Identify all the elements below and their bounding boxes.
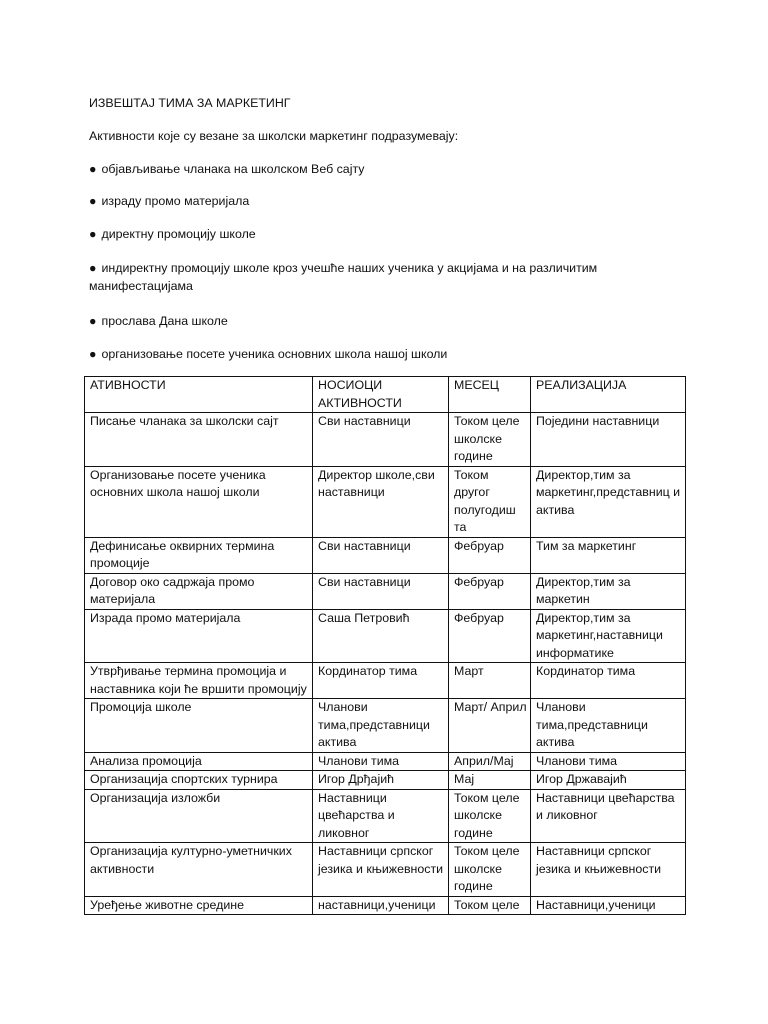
table-cell-carrier: Кординатор тима <box>313 663 449 699</box>
table-cell-activity: Промоција школе <box>85 699 313 753</box>
bullet-text: организовање посете ученика основних школа нашој школи <box>101 347 448 361</box>
table-cell-activity: Организација спортских турнира <box>85 771 313 790</box>
table-cell-activity: Израда промо материјала <box>85 609 313 663</box>
table-cell-realization: Игор Државајић <box>531 771 686 790</box>
table-cell-month: Март <box>449 663 531 699</box>
header-cell-month: МЕСЕЦ <box>449 377 531 413</box>
table-cell-carrier: Наставници српског језика и књижевности <box>313 843 449 897</box>
table-cell-carrier: Наставници цвећарства и ликовног <box>313 789 449 843</box>
bullet-icon: ● <box>89 227 97 241</box>
table-cell-carrier: Сви наставници <box>313 573 449 609</box>
table-row <box>85 663 686 699</box>
table-cell-realization: Директор,тим за маркетинг,представниц и актива <box>531 466 686 537</box>
table-cell-month: Током целе школске године <box>449 789 531 843</box>
bullet-text: прослава Дана школе <box>101 314 228 328</box>
table-cell-realization: Наставници српског језика и књижевности <box>531 843 686 897</box>
bullet-icon: ● <box>89 314 97 328</box>
bullet-item <box>89 225 689 243</box>
table-cell-realization: Поједини наставници <box>531 413 686 467</box>
table-row <box>85 699 686 753</box>
table-cell-month: Током целе школске године <box>449 413 531 467</box>
table-row <box>85 752 686 771</box>
bullet-icon: ● <box>89 194 97 208</box>
header-cell-activities: АТИВНОСТИ <box>85 377 313 413</box>
table-row <box>85 609 686 663</box>
table-row <box>85 537 686 573</box>
table-cell-carrier: Сви наставници <box>313 413 449 467</box>
table-row <box>85 466 686 537</box>
header-cell-realization: РЕАЛИЗАЦИЈА <box>531 377 686 413</box>
table-cell-activity: Организовање посете ученика основних школа нашој школи <box>85 466 313 537</box>
table-cell-realization: Тим за маркетинг <box>531 537 686 573</box>
bullet-item <box>89 192 689 210</box>
table-cell-month: Март/ Април <box>449 699 531 753</box>
table-cell-carrier: Саша Петровић <box>313 609 449 663</box>
table-cell-activity: Уређење животне средине <box>85 896 313 915</box>
bullet-icon: ● <box>89 261 97 275</box>
table-cell-month: Фебруар <box>449 537 531 573</box>
table-cell-realization: Чланови тима <box>531 752 686 771</box>
bullet-icon: ● <box>89 347 97 361</box>
table-cell-activity: Анализа промоција <box>85 752 313 771</box>
bullet-text: индиректну промоцију школе кроз учешће наших ученика у акцијама и на различитим манифестацијама <box>89 261 598 293</box>
table-cell-activity: Договор око садржаја промо материјала <box>85 573 313 609</box>
table-cell-month: Током целе школске године <box>449 843 531 897</box>
bullet-text: објављивање чланака на школском Веб сајту <box>101 162 365 176</box>
table-row <box>85 843 686 897</box>
table-cell-activity: Организација изложби <box>85 789 313 843</box>
bullet-item <box>89 160 689 178</box>
table-cell-carrier: Чланови тима <box>313 752 449 771</box>
table-cell-activity: Писање чланака за школски сајт <box>85 413 313 467</box>
table-cell-carrier: Чланови тима,представници актива <box>313 699 449 753</box>
bullet-text: директну промоцију школе <box>101 227 256 241</box>
table-cell-month: Током целе <box>449 896 531 915</box>
activities-table <box>84 376 686 915</box>
table-cell-realization: Наставници,ученици <box>531 896 686 915</box>
table-cell-realization: Директор,тим за маркетин <box>531 573 686 609</box>
table-row <box>85 573 686 609</box>
table-cell-realization: Чланови тима,представници актива <box>531 699 686 753</box>
intro-paragraph: Активности које су везане за школски маркетинг подразумевају: <box>89 129 459 143</box>
table-cell-activity: Утврђивање термина промоција и наставника који ће вршити промоцију <box>85 663 313 699</box>
table-cell-month: Током другог полугодиш та <box>449 466 531 537</box>
table-row <box>85 789 686 843</box>
table-header-row <box>85 377 686 413</box>
table-cell-month: Април/Мај <box>449 752 531 771</box>
table-cell-carrier: наставници,ученици <box>313 896 449 915</box>
table-cell-activity: Организација културно-уметничких активности <box>85 843 313 897</box>
table-cell-activity: Дефинисање оквирних термина промоције <box>85 537 313 573</box>
table-cell-realization: Наставници цвећарства и ликовног <box>531 789 686 843</box>
table-cell-month: Мај <box>449 771 531 790</box>
table-cell-carrier: Сви наставници <box>313 537 449 573</box>
bullet-item <box>89 259 689 295</box>
table-cell-month: Фебруар <box>449 573 531 609</box>
header-cell-carriers: НОСИОЦИ АКТИВНОСТИ <box>313 377 449 413</box>
table-cell-month: Фебруар <box>449 609 531 663</box>
table-row <box>85 413 686 467</box>
table-cell-realization: Директор,тим за маркетинг,наставници информатике <box>531 609 686 663</box>
document-title: ИЗВЕШТАЈ ТИМА ЗА МАРКЕТИНГ <box>89 96 291 110</box>
table-row <box>85 771 686 790</box>
table-cell-carrier: Игор Дрђајић <box>313 771 449 790</box>
bullet-icon: ● <box>89 162 97 176</box>
bullet-item <box>89 312 689 330</box>
table-cell-realization: Кординатор тима <box>531 663 686 699</box>
table-cell-carrier: Директор школе,сви наставници <box>313 466 449 537</box>
bullet-item <box>89 345 689 363</box>
bullet-text: израду промо материјала <box>101 194 250 208</box>
table-row <box>85 896 686 915</box>
